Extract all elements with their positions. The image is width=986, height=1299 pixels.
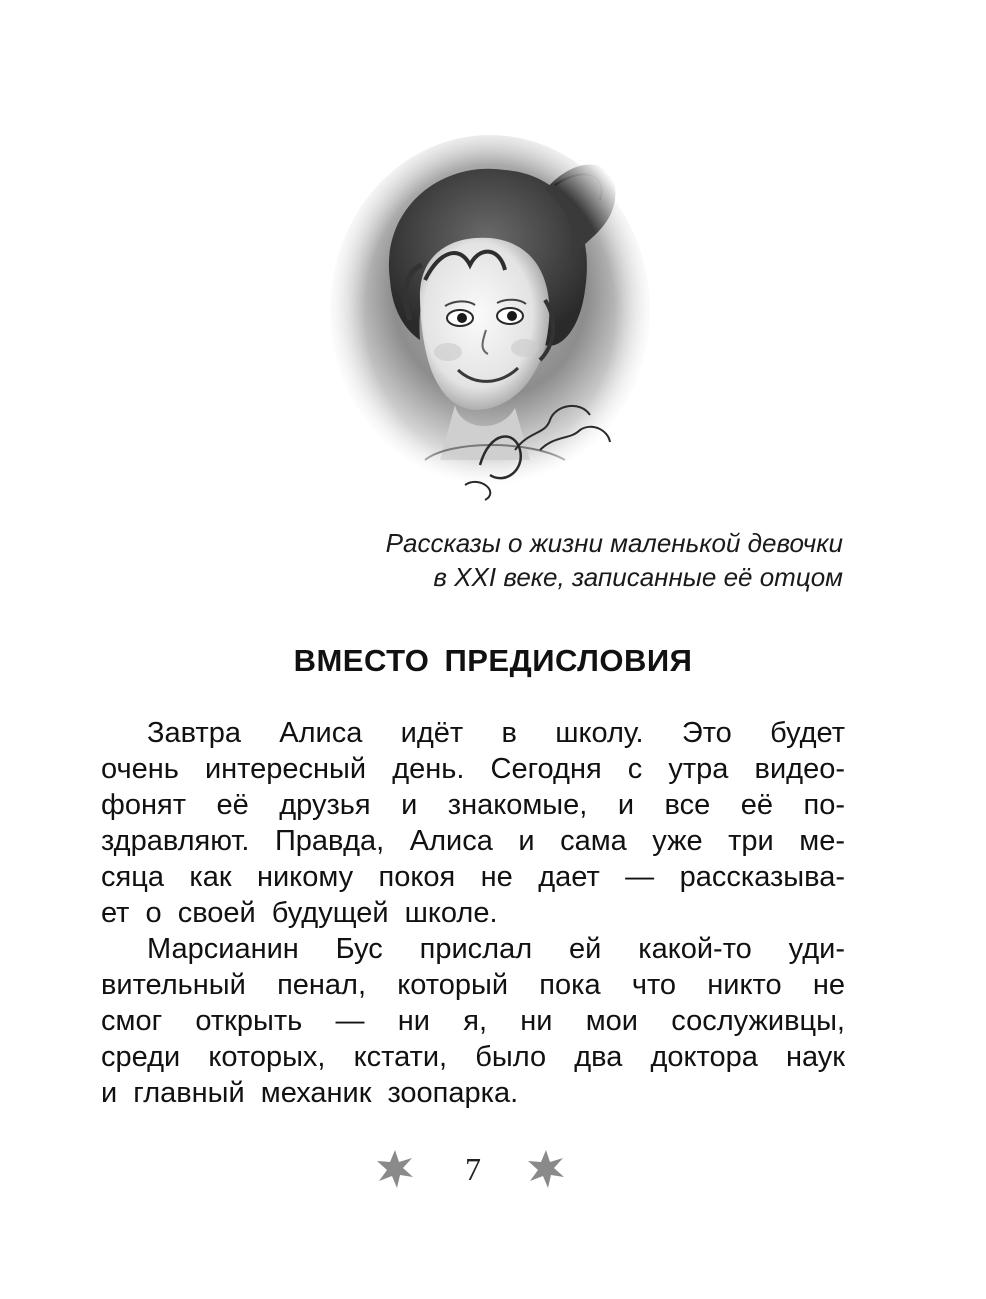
text-line: очень интересный день. Сегодня с утра видео- (101, 753, 845, 785)
text-line: смог открыть — ни я, ни мои сослуживцы, (101, 1005, 845, 1037)
paragraph (101, 931, 845, 1111)
text-line: Марсианин Бус прислал ей какой-то уди- (147, 933, 845, 965)
page-number: 7 (465, 1151, 481, 1187)
text-line: здравляют. Правда, Алиса и сама уже три ме- (101, 825, 845, 857)
text-line: фонят её друзья и знакомые, и все её по- (101, 789, 845, 821)
subtitle-line: в XXI веке, записанные её отцом (433, 562, 843, 592)
girl-portrait-image (330, 130, 650, 510)
text-line: ет о своей будущей школе. (101, 897, 498, 929)
book-subtitle (283, 526, 843, 594)
chapter-body (101, 715, 845, 1111)
text-line: сяца как никому покоя не дает — рассказыва- (101, 861, 845, 893)
paragraph (101, 715, 845, 931)
text-line: среди которых, кстати, было два доктора наук (101, 1041, 845, 1073)
chapter-heading: ВМЕСТО ПРЕДИСЛОВИЯ (293, 643, 693, 678)
subtitle-line: Рассказы о жизни маленькой девочки (385, 528, 843, 558)
star-icon (375, 1149, 415, 1189)
text-line: и главный механик зоопарка. (101, 1077, 519, 1109)
text-line: вительный пенал, который пока что никто не (101, 969, 845, 1001)
page-footer (0, 1145, 986, 1195)
portrait-illustration (330, 130, 650, 510)
text-line: Завтра Алиса идёт в школу. Это будет (147, 717, 845, 749)
star-icon (526, 1149, 566, 1189)
